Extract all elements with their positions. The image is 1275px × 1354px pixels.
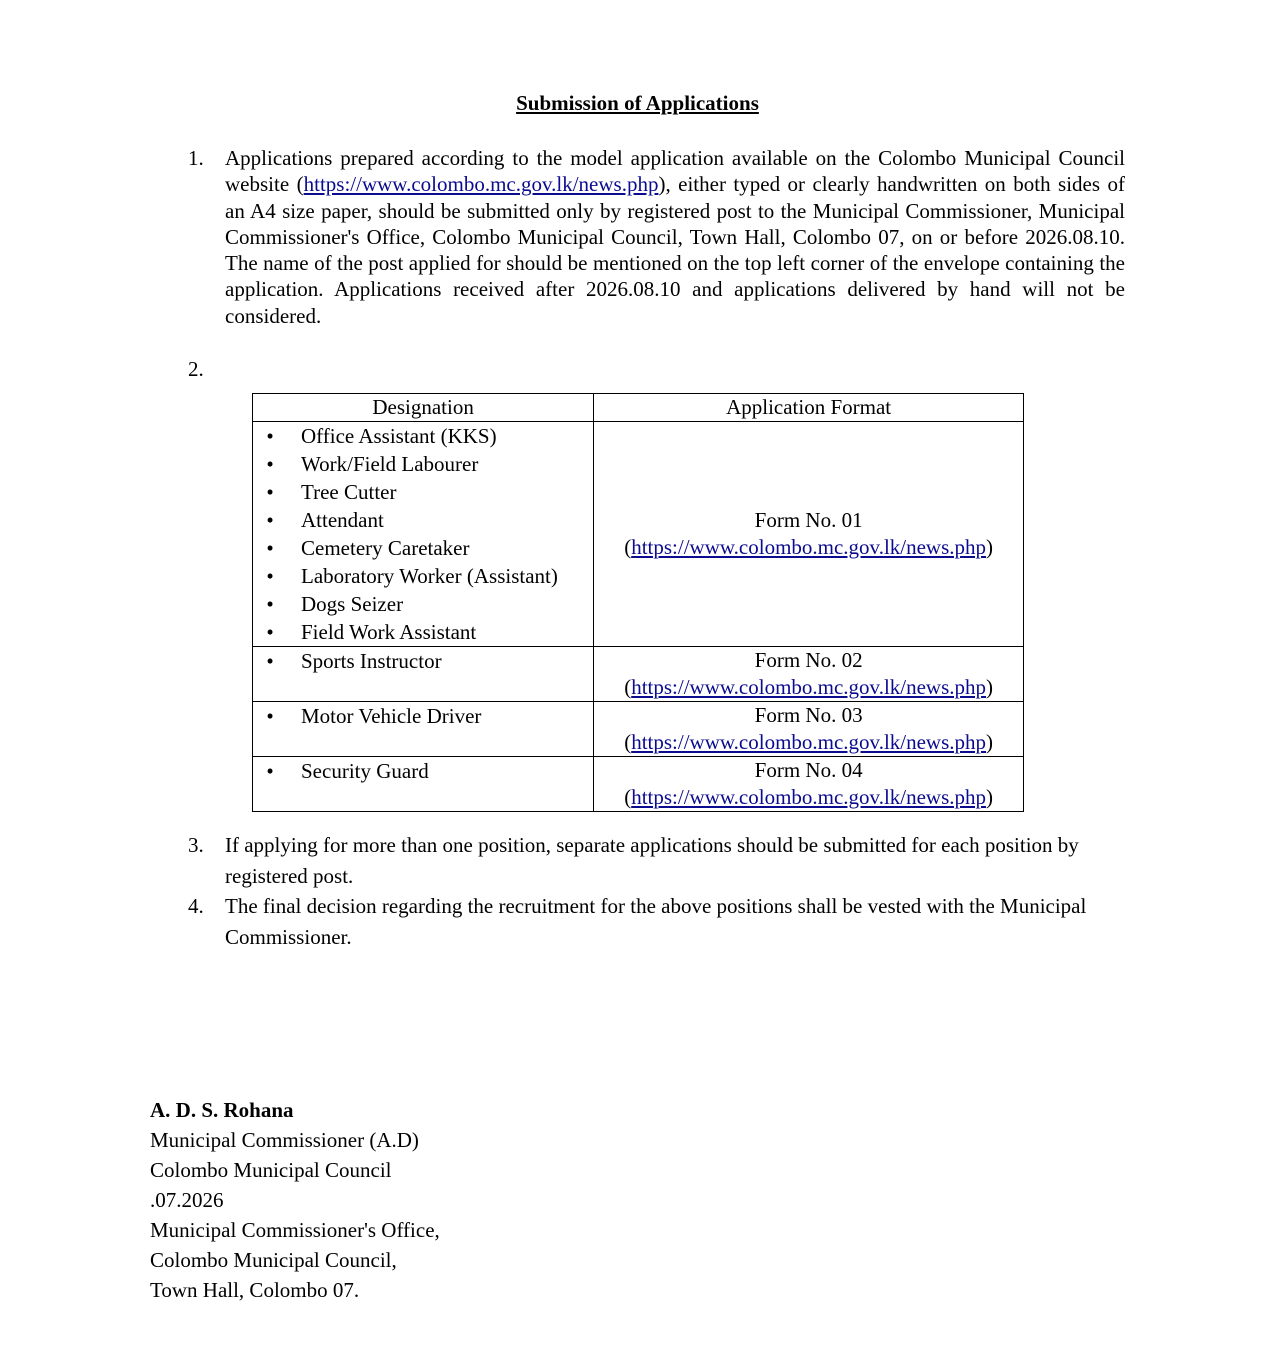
designation-list (253, 647, 593, 675)
designation-name: Cemetery Caretaker (301, 536, 470, 560)
paren-close: ) (986, 730, 994, 754)
table-row (253, 647, 1024, 702)
text-segment: Applications prepared according to the model application available on the Colombo Municipal Council website ( (225, 146, 1125, 197)
designation-list (253, 702, 593, 730)
form-link-line (594, 534, 1023, 561)
signatory-organization: Colombo Municipal Council (150, 1158, 392, 1182)
designation-name: Sports Instructor (301, 649, 442, 673)
designation-name: Motor Vehicle Driver (301, 704, 482, 728)
list-item-text (225, 145, 1125, 329)
form-number: Form No. 01 (754, 508, 863, 532)
list-item-text: If applying for more than one position, separate applications should be submitted for each position by registered post. (225, 833, 1079, 888)
application-format-table (252, 393, 1024, 812)
designation-name: Work/Field Labourer (301, 452, 479, 476)
paren-close: ) (986, 535, 994, 559)
address-line: Town Hall, Colombo 07. (150, 1278, 360, 1302)
form-link-line (594, 784, 1023, 811)
list-item (253, 450, 593, 478)
list-item (253, 647, 593, 675)
list-item-4 (188, 891, 1125, 953)
bullet-icon: • (266, 536, 274, 560)
list-item-number: 4. (188, 894, 204, 918)
format-cell (594, 647, 1024, 702)
table-row (253, 422, 1024, 647)
bullet-icon: • (266, 704, 274, 728)
designation-header: Designation (253, 394, 594, 422)
form-link[interactable]: https://www.colombo.mc.gov.lk/news.php (631, 675, 987, 699)
list-item (253, 757, 593, 785)
page-title: Submission of Applications (516, 91, 759, 115)
list-item (253, 618, 593, 646)
designation-cell (253, 647, 594, 702)
designation-name: Office Assistant (KKS) (301, 424, 497, 448)
designation-cell (253, 422, 594, 647)
list-item (253, 506, 593, 534)
list-item (253, 422, 593, 450)
bullet-icon: • (266, 759, 274, 783)
format-header: Application Format (594, 394, 1024, 422)
form-link[interactable]: https://www.colombo.mc.gov.lk/news.php (631, 535, 987, 559)
paren-open: ( (624, 535, 632, 559)
form-link[interactable]: https://www.colombo.mc.gov.lk/news.php (631, 785, 987, 809)
bullet-icon: • (266, 620, 274, 644)
bullet-icon: • (266, 452, 274, 476)
designation-cell (253, 757, 594, 812)
list-item-1 (188, 145, 1125, 329)
list-item (253, 478, 593, 506)
signatory-name: A. D. S. Rohana (150, 1098, 294, 1122)
list-item-number: 3. (188, 833, 204, 857)
format-cell (594, 702, 1024, 757)
designation-name: Laboratory Worker (Assistant) (301, 564, 558, 588)
form-link-line (594, 674, 1023, 701)
list-item-number: 1. (188, 146, 204, 170)
table-header-row (253, 394, 1024, 422)
list-item-text: The final decision regarding the recruitment for the above positions shall be vested with the Municipal Commissioner. (225, 894, 1087, 949)
list-item (253, 534, 593, 562)
bullet-icon: • (266, 508, 274, 532)
format-cell (594, 757, 1024, 812)
table-row (253, 757, 1024, 812)
signature-date: .07.2026 (150, 1188, 224, 1212)
paren-close: ) (986, 675, 994, 699)
designation-list (253, 757, 593, 785)
designation-name: Tree Cutter (301, 480, 397, 504)
designation-name: Dogs Seizer (301, 592, 404, 616)
text-segment: ), either typed or clearly handwritten on both sides of an A4 size paper, should be submitted only by registered post to the Municipal Commissioner, Municipal Commissioner's Office, Colombo Municipal Council, Town Hall, Colombo 07, on or before 2026.08.10. The name of the post applied for should be mentioned on the top left corner of the envelope containing the application. Applications received after 2026.08.10 and applications delivered by hand will not be considered. (225, 172, 1125, 328)
signature-block (150, 1095, 440, 1305)
form-number: Form No. 03 (754, 703, 863, 727)
designation-name: Security Guard (301, 759, 429, 783)
bullet-icon: • (266, 564, 274, 588)
address-line: Municipal Commissioner's Office, (150, 1218, 440, 1242)
website-link[interactable]: https://www.colombo.mc.gov.lk/news.php (303, 172, 659, 197)
list-item-3 (188, 830, 1125, 892)
list-item (253, 562, 593, 590)
bullet-icon: • (266, 592, 274, 616)
form-number: Form No. 02 (754, 648, 863, 672)
address-line: Colombo Municipal Council, (150, 1248, 397, 1272)
signatory-title: Municipal Commissioner (A.D) (150, 1128, 419, 1152)
paren-close: ) (986, 785, 994, 809)
form-number: Form No. 04 (754, 758, 863, 782)
list-item (253, 590, 593, 618)
paren-open: ( (624, 730, 632, 754)
designation-name: Field Work Assistant (301, 620, 477, 644)
designation-list (253, 422, 593, 646)
format-cell (594, 422, 1024, 647)
paren-open: ( (624, 675, 632, 699)
paren-open: ( (624, 785, 632, 809)
bullet-icon: • (266, 480, 274, 504)
form-link-line (594, 729, 1023, 756)
list-item-number: 2. (188, 357, 204, 381)
bullet-icon: • (266, 649, 274, 673)
list-item (253, 702, 593, 730)
designation-name: Attendant (301, 508, 384, 532)
designation-cell (253, 702, 594, 757)
table-row (253, 702, 1024, 757)
form-link[interactable]: https://www.colombo.mc.gov.lk/news.php (631, 730, 987, 754)
bullet-icon: • (266, 424, 274, 448)
